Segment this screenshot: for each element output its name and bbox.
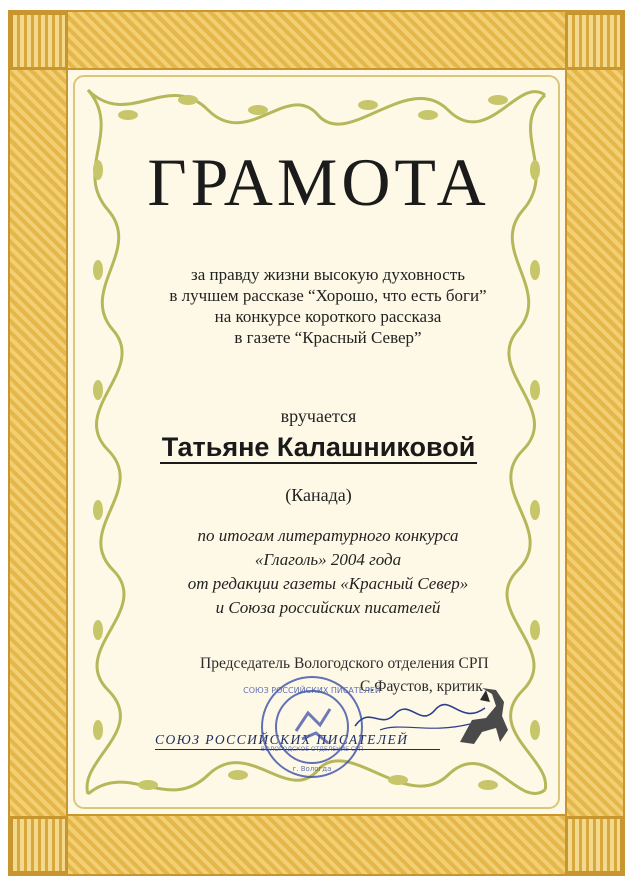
reason-line: в газете “Красный Север” [234, 328, 422, 347]
result-line: «Глаголь» 2004 года [254, 550, 402, 569]
result-line: от редакции газеты «Красный Север» [187, 574, 469, 593]
seal-ring-text: СОЮЗ РОССИЙСКИХ ПИСАТЕЛЕЙ [243, 686, 381, 695]
recipient-name: Татьяне Калашниковой [161, 432, 476, 462]
result-line: по итогам литературного конкурса [197, 526, 459, 545]
seal-emblem-icon [296, 709, 330, 743]
seal-bottom-text: г. Вологда [292, 765, 332, 773]
reason-line: на конкурсе короткого рассказа [214, 307, 442, 326]
reason-text-block [118, 264, 538, 348]
recipient-wrapper [0, 432, 637, 463]
reason-line: за правду жизни высокую духовность [191, 265, 465, 284]
awarded-label: вручается [280, 406, 357, 426]
certificate-title: ГРАМОТА [147, 144, 490, 220]
reason-line: в лучшем рассказе “Хорошо, что есть боги” [169, 286, 487, 305]
result-text-block [118, 524, 538, 620]
chair-title: Председатель Вологодского отделения СРП [200, 655, 489, 672]
seal-center-text: ВОЛОГОДСКОЕ ОТДЕЛЕНИЕ СРП [260, 746, 364, 753]
recipient-country: (Канада) [285, 485, 352, 505]
chair-name: С.Фаустов, критик [360, 678, 483, 695]
writers-union-line: СОЮЗ РОССИЙСКИХ ПИСАТЕЛЕЙ [155, 732, 440, 750]
result-line: и Союза российских писателей [215, 598, 441, 617]
horse-rider-emblem-icon [452, 680, 512, 750]
